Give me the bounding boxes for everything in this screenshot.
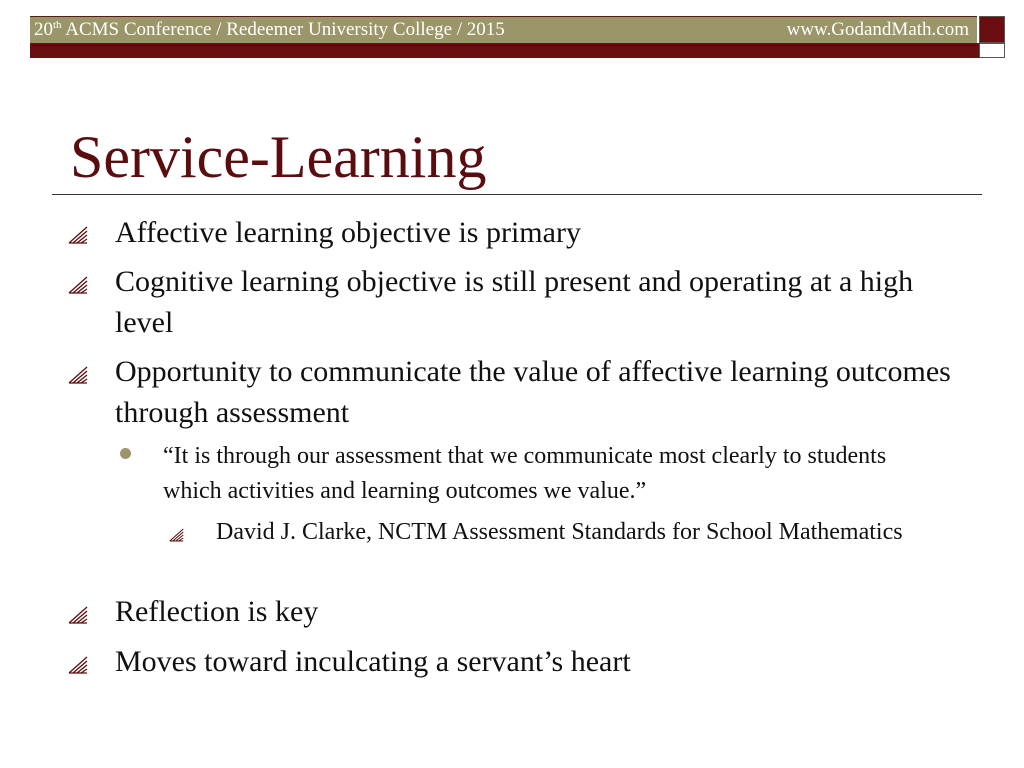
title-rule — [52, 194, 982, 195]
bullet-affective: Affective learning objective is primary — [115, 216, 581, 249]
bullet-servant-heart: Moves toward inculcating a servant’s heart — [115, 645, 631, 678]
hatched-quadrant-icon — [169, 528, 184, 542]
bullet-quote: “It is through our assessment that we communicate most clearly to students which activities and learning outcomes we value.” — [163, 443, 887, 504]
hatched-quadrant-icon — [68, 276, 88, 294]
hatched-quadrant-icon — [68, 606, 88, 624]
conference-suffix: th — [53, 19, 62, 31]
bullet-opportunity: Opportunity to communicate the value of affective learning outcomes through assessment — [115, 355, 951, 429]
bullet-attribution: David J. Clarke, NCTM Assessment Standards for School Mathematics — [216, 519, 903, 545]
hatched-quadrant-icon — [68, 656, 88, 674]
bullet-reflection: Reflection is key — [115, 595, 319, 628]
bullet-cognitive: Cognitive learning objective is still present and operating at a high level — [115, 265, 914, 339]
header-accent-inner — [32, 45, 977, 57]
website-label: www.GodandMath.com — [786, 19, 969, 40]
conference-text: ACMS Conference / Redeemer University College / 2015 — [65, 19, 505, 40]
round-dot-icon — [120, 448, 131, 459]
slide-title: Service-Learning — [70, 124, 487, 190]
corner-box-lower — [979, 43, 1005, 58]
hatched-quadrant-icon — [68, 226, 88, 244]
conference-label — [34, 18, 505, 42]
corner-box — [979, 16, 1005, 43]
hatched-quadrant-icon — [68, 366, 88, 384]
conference-number: 20 — [34, 19, 53, 40]
